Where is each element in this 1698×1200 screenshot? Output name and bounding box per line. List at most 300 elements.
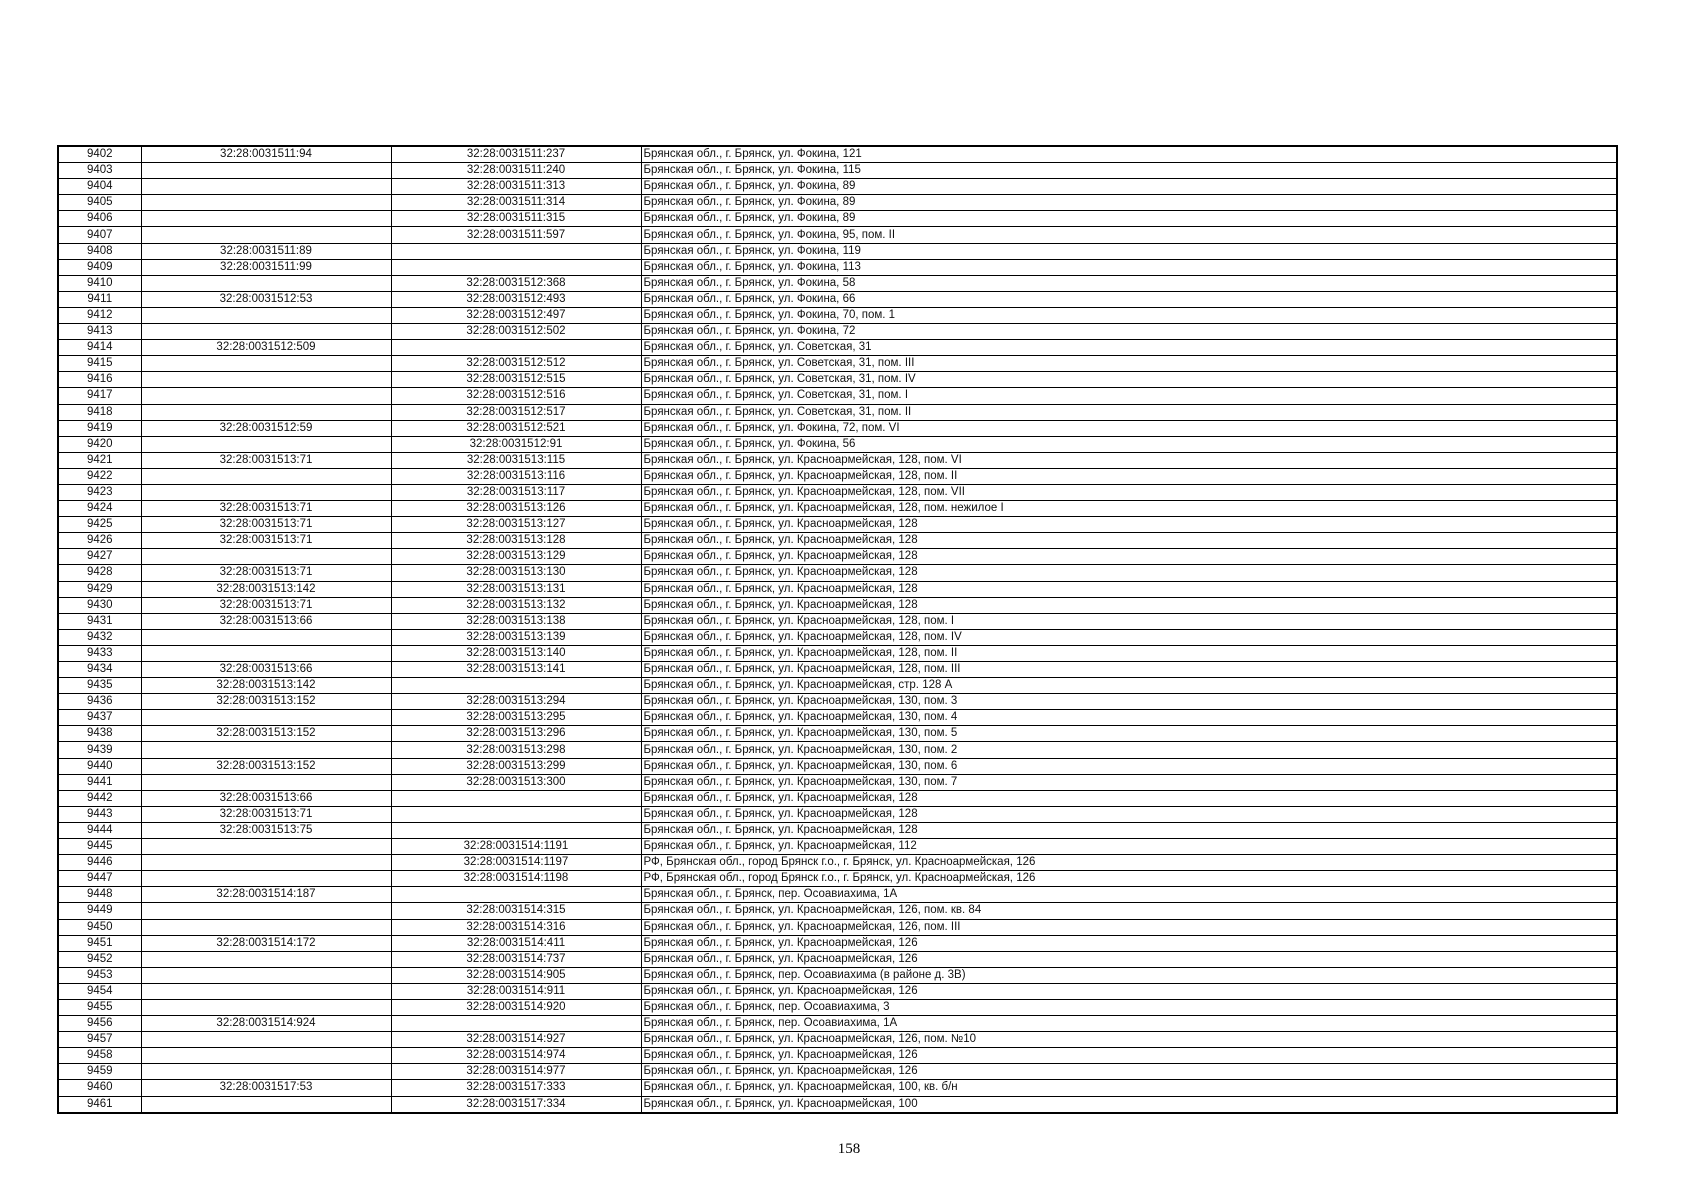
row-number-cell: 9405 xyxy=(58,195,141,211)
building-cadastral-number-cell: 32:28:0031514:411 xyxy=(391,935,641,951)
table-row xyxy=(58,613,1617,629)
land-cadastral-number-cell xyxy=(141,1064,391,1080)
address-cell: Брянская обл., г. Брянск, ул. Фокина, 89 xyxy=(641,195,1617,211)
land-cadastral-number-cell: 32:28:0031514:172 xyxy=(141,935,391,951)
building-cadastral-number-cell: 32:28:0031513:299 xyxy=(391,758,641,774)
table-row xyxy=(58,533,1617,549)
building-cadastral-number-cell: 32:28:0031511:597 xyxy=(391,227,641,243)
table-row xyxy=(58,275,1617,291)
table-row xyxy=(58,967,1617,983)
table-row xyxy=(58,790,1617,806)
row-number-cell: 9428 xyxy=(58,565,141,581)
address-cell: Брянская обл., г. Брянск, ул. Красноармейская, 126 xyxy=(641,951,1617,967)
row-number-cell: 9419 xyxy=(58,420,141,436)
building-cadastral-number-cell: 32:28:0031513:115 xyxy=(391,452,641,468)
building-cadastral-number-cell: 32:28:0031513:300 xyxy=(391,774,641,790)
row-number-cell: 9454 xyxy=(58,983,141,999)
row-number-cell: 9415 xyxy=(58,356,141,372)
row-number-cell: 9447 xyxy=(58,871,141,887)
table-row xyxy=(58,146,1617,163)
land-cadastral-number-cell xyxy=(141,275,391,291)
table-row xyxy=(58,919,1617,935)
building-cadastral-number-cell: 32:28:0031512:493 xyxy=(391,291,641,307)
table-row xyxy=(58,1016,1617,1032)
building-cadastral-number-cell xyxy=(391,1016,641,1032)
land-cadastral-number-cell xyxy=(141,404,391,420)
land-cadastral-number-cell xyxy=(141,629,391,645)
row-number-cell: 9432 xyxy=(58,629,141,645)
table-row xyxy=(58,1064,1617,1080)
building-cadastral-number-cell: 32:28:0031512:516 xyxy=(391,388,641,404)
row-number-cell: 9403 xyxy=(58,163,141,179)
address-cell: Брянская обл., г. Брянск, ул. Красноармейская, 128 xyxy=(641,822,1617,838)
table-row xyxy=(58,742,1617,758)
land-cadastral-number-cell xyxy=(141,919,391,935)
row-number-cell: 9445 xyxy=(58,839,141,855)
table-row xyxy=(58,163,1617,179)
row-number-cell: 9424 xyxy=(58,501,141,517)
address-cell: Брянская обл., г. Брянск, ул. Красноармейская, 128, пом. VII xyxy=(641,484,1617,500)
building-cadastral-number-cell: 32:28:0031513:132 xyxy=(391,597,641,613)
address-cell: Брянская обл., г. Брянск, ул. Фокина, 72 xyxy=(641,324,1617,340)
land-cadastral-number-cell xyxy=(141,710,391,726)
table-row xyxy=(58,340,1617,356)
table-row xyxy=(58,356,1617,372)
address-cell: Брянская обл., г. Брянск, ул. Фокина, 58 xyxy=(641,275,1617,291)
building-cadastral-number-cell: 32:28:0031512:497 xyxy=(391,307,641,323)
building-cadastral-number-cell: 32:28:0031517:333 xyxy=(391,1080,641,1096)
address-cell: РФ, Брянская обл., город Брянск г.о., г. Брянск, ул. Красноармейская, 126 xyxy=(641,871,1617,887)
land-cadastral-number-cell: 32:28:0031513:71 xyxy=(141,565,391,581)
row-number-cell: 9437 xyxy=(58,710,141,726)
building-cadastral-number-cell: 32:28:0031513:130 xyxy=(391,565,641,581)
table-row xyxy=(58,259,1617,275)
table-row xyxy=(58,935,1617,951)
table-row xyxy=(58,855,1617,871)
building-cadastral-number-cell xyxy=(391,806,641,822)
row-number-cell: 9440 xyxy=(58,758,141,774)
row-number-cell: 9438 xyxy=(58,726,141,742)
row-number-cell: 9436 xyxy=(58,694,141,710)
table-row xyxy=(58,662,1617,678)
land-cadastral-number-cell: 32:28:0031513:142 xyxy=(141,581,391,597)
land-cadastral-number-cell xyxy=(141,983,391,999)
building-cadastral-number-cell: 32:28:0031513:117 xyxy=(391,484,641,500)
table-row xyxy=(58,822,1617,838)
table-row xyxy=(58,581,1617,597)
table-row xyxy=(58,694,1617,710)
land-cadastral-number-cell: 32:28:0031513:66 xyxy=(141,613,391,629)
land-cadastral-number-cell xyxy=(141,871,391,887)
building-cadastral-number-cell: 32:28:0031511:313 xyxy=(391,179,641,195)
register-table-body xyxy=(58,146,1617,1113)
building-cadastral-number-cell: 32:28:0031511:315 xyxy=(391,211,641,227)
register-table xyxy=(57,145,1618,1114)
land-cadastral-number-cell: 32:28:0031513:142 xyxy=(141,678,391,694)
table-row xyxy=(58,501,1617,517)
building-cadastral-number-cell: 32:28:0031511:314 xyxy=(391,195,641,211)
land-cadastral-number-cell: 32:28:0031512:509 xyxy=(141,340,391,356)
address-cell: Брянская обл., г. Брянск, ул. Фокина, 66 xyxy=(641,291,1617,307)
address-cell: Брянская обл., г. Брянск, ул. Красноармейская, 130, пом. 2 xyxy=(641,742,1617,758)
land-cadastral-number-cell xyxy=(141,967,391,983)
land-cadastral-number-cell xyxy=(141,356,391,372)
row-number-cell: 9402 xyxy=(58,146,141,163)
address-cell: Брянская обл., г. Брянск, ул. Красноармейская, 128, пом. III xyxy=(641,662,1617,678)
building-cadastral-number-cell xyxy=(391,822,641,838)
page-number: 158 xyxy=(837,1141,861,1157)
table-row xyxy=(58,983,1617,999)
row-number-cell: 9410 xyxy=(58,275,141,291)
address-cell: Брянская обл., г. Брянск, ул. Красноармейская, 130, пом. 6 xyxy=(641,758,1617,774)
address-cell: Брянская обл., г. Брянск, ул. Советская, 31, пом. III xyxy=(641,356,1617,372)
land-cadastral-number-cell xyxy=(141,742,391,758)
row-number-cell: 9450 xyxy=(58,919,141,935)
table-row xyxy=(58,484,1617,500)
address-cell: Брянская обл., г. Брянск, пер. Осоавиахима (в районе д. 3В) xyxy=(641,967,1617,983)
address-cell: Брянская обл., г. Брянск, ул. Красноармейская, 100, кв. б/н xyxy=(641,1080,1617,1096)
land-cadastral-number-cell xyxy=(141,388,391,404)
building-cadastral-number-cell: 32:28:0031514:737 xyxy=(391,951,641,967)
row-number-cell: 9448 xyxy=(58,887,141,903)
address-cell: Брянская обл., г. Брянск, ул. Красноармейская, 126 xyxy=(641,1048,1617,1064)
address-cell: Брянская обл., г. Брянск, ул. Красноармейская, 128 xyxy=(641,597,1617,613)
building-cadastral-number-cell: 32:28:0031512:515 xyxy=(391,372,641,388)
building-cadastral-number-cell: 32:28:0031513:295 xyxy=(391,710,641,726)
row-number-cell: 9408 xyxy=(58,243,141,259)
land-cadastral-number-cell xyxy=(141,855,391,871)
row-number-cell: 9425 xyxy=(58,517,141,533)
table-row xyxy=(58,517,1617,533)
land-cadastral-number-cell: 32:28:0031513:71 xyxy=(141,517,391,533)
row-number-cell: 9452 xyxy=(58,951,141,967)
land-cadastral-number-cell: 32:28:0031514:924 xyxy=(141,1016,391,1032)
building-cadastral-number-cell: 32:28:0031512:368 xyxy=(391,275,641,291)
land-cadastral-number-cell: 32:28:0031511:94 xyxy=(141,146,391,163)
address-cell: Брянская обл., г. Брянск, ул. Красноармейская, 130, пом. 7 xyxy=(641,774,1617,790)
table-row xyxy=(58,871,1617,887)
table-row xyxy=(58,1096,1617,1113)
address-cell: Брянская обл., г. Брянск, ул. Красноармейская, 126 xyxy=(641,1064,1617,1080)
table-row xyxy=(58,388,1617,404)
building-cadastral-number-cell: 32:28:0031513:298 xyxy=(391,742,641,758)
row-number-cell: 9414 xyxy=(58,340,141,356)
address-cell: Брянская обл., г. Брянск, ул. Красноармейская, 126 xyxy=(641,983,1617,999)
table-row xyxy=(58,678,1617,694)
table-row xyxy=(58,1032,1617,1048)
building-cadastral-number-cell: 32:28:0031512:502 xyxy=(391,324,641,340)
building-cadastral-number-cell xyxy=(391,678,641,694)
land-cadastral-number-cell: 32:28:0031513:71 xyxy=(141,806,391,822)
building-cadastral-number-cell xyxy=(391,243,641,259)
table-row xyxy=(58,243,1617,259)
table-row xyxy=(58,758,1617,774)
land-cadastral-number-cell xyxy=(141,484,391,500)
address-cell: Брянская обл., г. Брянск, ул. Фокина, 72, пом. VI xyxy=(641,420,1617,436)
address-cell: Брянская обл., г. Брянск, ул. Красноармейская, 128, пом. II xyxy=(641,645,1617,661)
building-cadastral-number-cell: 32:28:0031514:1197 xyxy=(391,855,641,871)
table-row xyxy=(58,806,1617,822)
row-number-cell: 9439 xyxy=(58,742,141,758)
address-cell: Брянская обл., г. Брянск, ул. Советская, 31, пом. IV xyxy=(641,372,1617,388)
building-cadastral-number-cell xyxy=(391,259,641,275)
row-number-cell: 9461 xyxy=(58,1096,141,1113)
address-cell: Брянская обл., г. Брянск, ул. Красноармейская, 126, пом. кв. 84 xyxy=(641,903,1617,919)
building-cadastral-number-cell: 32:28:0031514:905 xyxy=(391,967,641,983)
land-cadastral-number-cell xyxy=(141,227,391,243)
building-cadastral-number-cell: 32:28:0031513:116 xyxy=(391,468,641,484)
address-cell: РФ, Брянская обл., город Брянск г.о., г. Брянск, ул. Красноармейская, 126 xyxy=(641,855,1617,871)
address-cell: Брянская обл., г. Брянск, ул. Красноармейская, 128 xyxy=(641,806,1617,822)
land-cadastral-number-cell xyxy=(141,163,391,179)
table-row xyxy=(58,179,1617,195)
table-row xyxy=(58,645,1617,661)
table-row xyxy=(58,452,1617,468)
row-number-cell: 9404 xyxy=(58,179,141,195)
address-cell: Брянская обл., г. Брянск, ул. Красноармейская, 126 xyxy=(641,935,1617,951)
address-cell: Брянская обл., г. Брянск, ул. Фокина, 95, пом. II xyxy=(641,227,1617,243)
row-number-cell: 9441 xyxy=(58,774,141,790)
row-number-cell: 9456 xyxy=(58,1016,141,1032)
address-cell: Брянская обл., г. Брянск, ул. Красноармейская, 126, пом. №10 xyxy=(641,1032,1617,1048)
address-cell: Брянская обл., г. Брянск, ул. Красноармейская, 128, пом. нежилое I xyxy=(641,501,1617,517)
row-number-cell: 9411 xyxy=(58,291,141,307)
building-cadastral-number-cell: 32:28:0031514:974 xyxy=(391,1048,641,1064)
row-number-cell: 9442 xyxy=(58,790,141,806)
row-number-cell: 9435 xyxy=(58,678,141,694)
address-cell: Брянская обл., г. Брянск, ул. Советская, 31 xyxy=(641,340,1617,356)
row-number-cell: 9426 xyxy=(58,533,141,549)
table-row xyxy=(58,903,1617,919)
land-cadastral-number-cell xyxy=(141,774,391,790)
address-cell: Брянская обл., г. Брянск, ул. Советская, 31, пом. II xyxy=(641,404,1617,420)
address-cell: Брянская обл., г. Брянск, ул. Фокина, 113 xyxy=(641,259,1617,275)
row-number-cell: 9421 xyxy=(58,452,141,468)
address-cell: Брянская обл., г. Брянск, пер. Осоавиахима, 3 xyxy=(641,999,1617,1015)
land-cadastral-number-cell: 32:28:0031513:152 xyxy=(141,758,391,774)
address-cell: Брянская обл., г. Брянск, ул. Фокина, 70, пом. 1 xyxy=(641,307,1617,323)
row-number-cell: 9460 xyxy=(58,1080,141,1096)
address-cell: Брянская обл., г. Брянск, ул. Красноармейская, 130, пом. 5 xyxy=(641,726,1617,742)
table-row xyxy=(58,420,1617,436)
building-cadastral-number-cell: 32:28:0031514:316 xyxy=(391,919,641,935)
table-row xyxy=(58,999,1617,1015)
land-cadastral-number-cell: 32:28:0031513:71 xyxy=(141,533,391,549)
table-row xyxy=(58,307,1617,323)
building-cadastral-number-cell xyxy=(391,340,641,356)
building-cadastral-number-cell: 32:28:0031512:521 xyxy=(391,420,641,436)
row-number-cell: 9446 xyxy=(58,855,141,871)
row-number-cell: 9444 xyxy=(58,822,141,838)
land-cadastral-number-cell: 32:28:0031512:59 xyxy=(141,420,391,436)
building-cadastral-number-cell: 32:28:0031513:139 xyxy=(391,629,641,645)
row-number-cell: 9457 xyxy=(58,1032,141,1048)
address-cell: Брянская обл., г. Брянск, ул. Красноармейская, 128 xyxy=(641,581,1617,597)
table-row xyxy=(58,597,1617,613)
address-cell: Брянская обл., г. Брянск, ул. Фокина, 89 xyxy=(641,211,1617,227)
building-cadastral-number-cell: 32:28:0031514:927 xyxy=(391,1032,641,1048)
row-number-cell: 9430 xyxy=(58,597,141,613)
row-number-cell: 9407 xyxy=(58,227,141,243)
land-cadastral-number-cell xyxy=(141,211,391,227)
table-row xyxy=(58,468,1617,484)
land-cadastral-number-cell: 32:28:0031513:71 xyxy=(141,597,391,613)
land-cadastral-number-cell: 32:28:0031513:71 xyxy=(141,452,391,468)
address-cell: Брянская обл., г. Брянск, пер. Осоавиахима, 1А xyxy=(641,1016,1617,1032)
table-row xyxy=(58,1080,1617,1096)
land-cadastral-number-cell: 32:28:0031511:99 xyxy=(141,259,391,275)
table-row xyxy=(58,195,1617,211)
row-number-cell: 9416 xyxy=(58,372,141,388)
address-cell: Брянская обл., г. Брянск, ул. Красноармейская, 130, пом. 3 xyxy=(641,694,1617,710)
address-cell: Брянская обл., г. Брянск, ул. Красноармейская, стр. 128 А xyxy=(641,678,1617,694)
land-cadastral-number-cell xyxy=(141,839,391,855)
table-row xyxy=(58,227,1617,243)
row-number-cell: 9453 xyxy=(58,967,141,983)
address-cell: Брянская обл., г. Брянск, ул. Красноармейская, 128 xyxy=(641,533,1617,549)
building-cadastral-number-cell: 32:28:0031514:1198 xyxy=(391,871,641,887)
row-number-cell: 9423 xyxy=(58,484,141,500)
building-cadastral-number-cell: 32:28:0031513:128 xyxy=(391,533,641,549)
land-cadastral-number-cell xyxy=(141,324,391,340)
row-number-cell: 9422 xyxy=(58,468,141,484)
row-number-cell: 9420 xyxy=(58,436,141,452)
land-cadastral-number-cell xyxy=(141,436,391,452)
building-cadastral-number-cell: 32:28:0031512:91 xyxy=(391,436,641,452)
building-cadastral-number-cell: 32:28:0031513:296 xyxy=(391,726,641,742)
table-row xyxy=(58,404,1617,420)
table-row xyxy=(58,565,1617,581)
address-cell: Брянская обл., г. Брянск, ул. Красноармейская, 128 xyxy=(641,549,1617,565)
table-row xyxy=(58,839,1617,855)
row-number-cell: 9455 xyxy=(58,999,141,1015)
table-row xyxy=(58,436,1617,452)
row-number-cell: 9409 xyxy=(58,259,141,275)
row-number-cell: 9459 xyxy=(58,1064,141,1080)
table-row xyxy=(58,710,1617,726)
building-cadastral-number-cell: 32:28:0031512:512 xyxy=(391,356,641,372)
building-cadastral-number-cell: 32:28:0031511:240 xyxy=(391,163,641,179)
land-cadastral-number-cell xyxy=(141,307,391,323)
land-cadastral-number-cell: 32:28:0031513:75 xyxy=(141,822,391,838)
land-cadastral-number-cell xyxy=(141,179,391,195)
land-cadastral-number-cell: 32:28:0031512:53 xyxy=(141,291,391,307)
building-cadastral-number-cell: 32:28:0031512:517 xyxy=(391,404,641,420)
row-number-cell: 9427 xyxy=(58,549,141,565)
row-number-cell: 9429 xyxy=(58,581,141,597)
address-cell: Брянская обл., г. Брянск, ул. Красноармейская, 100 xyxy=(641,1096,1617,1113)
address-cell: Брянская обл., г. Брянск, пер. Осоавиахима, 1А xyxy=(641,887,1617,903)
building-cadastral-number-cell: 32:28:0031513:126 xyxy=(391,501,641,517)
land-cadastral-number-cell: 32:28:0031513:71 xyxy=(141,501,391,517)
table-row xyxy=(58,372,1617,388)
address-cell: Брянская обл., г. Брянск, ул. Красноармейская, 128, пом. II xyxy=(641,468,1617,484)
building-cadastral-number-cell: 32:28:0031514:977 xyxy=(391,1064,641,1080)
address-cell: Брянская обл., г. Брянск, ул. Фокина, 89 xyxy=(641,179,1617,195)
land-cadastral-number-cell: 32:28:0031513:66 xyxy=(141,662,391,678)
building-cadastral-number-cell: 32:28:0031513:138 xyxy=(391,613,641,629)
address-cell: Брянская обл., г. Брянск, ул. Фокина, 119 xyxy=(641,243,1617,259)
land-cadastral-number-cell: 32:28:0031513:152 xyxy=(141,694,391,710)
address-cell: Брянская обл., г. Брянск, ул. Красноармейская, 112 xyxy=(641,839,1617,855)
building-cadastral-number-cell xyxy=(391,790,641,806)
land-cadastral-number-cell xyxy=(141,549,391,565)
building-cadastral-number-cell: 32:28:0031513:127 xyxy=(391,517,641,533)
address-cell: Брянская обл., г. Брянск, ул. Фокина, 56 xyxy=(641,436,1617,452)
land-cadastral-number-cell xyxy=(141,903,391,919)
address-cell: Брянская обл., г. Брянск, ул. Красноармейская, 128, пом. I xyxy=(641,613,1617,629)
land-cadastral-number-cell xyxy=(141,645,391,661)
row-number-cell: 9449 xyxy=(58,903,141,919)
land-cadastral-number-cell: 32:28:0031511:89 xyxy=(141,243,391,259)
land-cadastral-number-cell xyxy=(141,372,391,388)
address-cell: Брянская обл., г. Брянск, ул. Красноармейская, 128, пом. VI xyxy=(641,452,1617,468)
row-number-cell: 9451 xyxy=(58,935,141,951)
building-cadastral-number-cell: 32:28:0031514:920 xyxy=(391,999,641,1015)
table-row xyxy=(58,726,1617,742)
table-row xyxy=(58,211,1617,227)
land-cadastral-number-cell: 32:28:0031513:66 xyxy=(141,790,391,806)
land-cadastral-number-cell xyxy=(141,1048,391,1064)
building-cadastral-number-cell: 32:28:0031513:294 xyxy=(391,694,641,710)
address-cell: Брянская обл., г. Брянск, ул. Красноармейская, 126, пом. III xyxy=(641,919,1617,935)
land-cadastral-number-cell xyxy=(141,1032,391,1048)
table-row xyxy=(58,549,1617,565)
address-cell: Брянская обл., г. Брянск, ул. Советская, 31, пом. I xyxy=(641,388,1617,404)
row-number-cell: 9406 xyxy=(58,211,141,227)
building-cadastral-number-cell: 32:28:0031513:131 xyxy=(391,581,641,597)
table-row xyxy=(58,887,1617,903)
address-cell: Брянская обл., г. Брянск, ул. Красноармейская, 130, пом. 4 xyxy=(641,710,1617,726)
building-cadastral-number-cell: 32:28:0031517:334 xyxy=(391,1096,641,1113)
building-cadastral-number-cell: 32:28:0031514:911 xyxy=(391,983,641,999)
land-cadastral-number-cell: 32:28:0031514:187 xyxy=(141,887,391,903)
table-row xyxy=(58,324,1617,340)
land-cadastral-number-cell xyxy=(141,195,391,211)
table-row xyxy=(58,774,1617,790)
address-cell: Брянская обл., г. Брянск, ул. Красноармейская, 128 xyxy=(641,790,1617,806)
building-cadastral-number-cell: 32:28:0031514:315 xyxy=(391,903,641,919)
row-number-cell: 9431 xyxy=(58,613,141,629)
building-cadastral-number-cell: 32:28:0031513:129 xyxy=(391,549,641,565)
address-cell: Брянская обл., г. Брянск, ул. Фокина, 115 xyxy=(641,163,1617,179)
table-row xyxy=(58,1048,1617,1064)
row-number-cell: 9458 xyxy=(58,1048,141,1064)
address-cell: Брянская обл., г. Брянск, ул. Фокина, 121 xyxy=(641,146,1617,163)
address-cell: Брянская обл., г. Брянск, ул. Красноармейская, 128 xyxy=(641,517,1617,533)
building-cadastral-number-cell xyxy=(391,887,641,903)
building-cadastral-number-cell: 32:28:0031513:141 xyxy=(391,662,641,678)
address-cell: Брянская обл., г. Брянск, ул. Красноармейская, 128 xyxy=(641,565,1617,581)
row-number-cell: 9413 xyxy=(58,324,141,340)
land-cadastral-number-cell xyxy=(141,951,391,967)
row-number-cell: 9412 xyxy=(58,307,141,323)
table-row xyxy=(58,629,1617,645)
row-number-cell: 9434 xyxy=(58,662,141,678)
address-cell: Брянская обл., г. Брянск, ул. Красноармейская, 128, пом. IV xyxy=(641,629,1617,645)
land-cadastral-number-cell xyxy=(141,468,391,484)
building-cadastral-number-cell: 32:28:0031513:140 xyxy=(391,645,641,661)
land-cadastral-number-cell xyxy=(141,999,391,1015)
table-row xyxy=(58,291,1617,307)
row-number-cell: 9443 xyxy=(58,806,141,822)
land-cadastral-number-cell: 32:28:0031517:53 xyxy=(141,1080,391,1096)
land-cadastral-number-cell: 32:28:0031513:152 xyxy=(141,726,391,742)
row-number-cell: 9417 xyxy=(58,388,141,404)
row-number-cell: 9433 xyxy=(58,645,141,661)
row-number-cell: 9418 xyxy=(58,404,141,420)
building-cadastral-number-cell: 32:28:0031514:1191 xyxy=(391,839,641,855)
